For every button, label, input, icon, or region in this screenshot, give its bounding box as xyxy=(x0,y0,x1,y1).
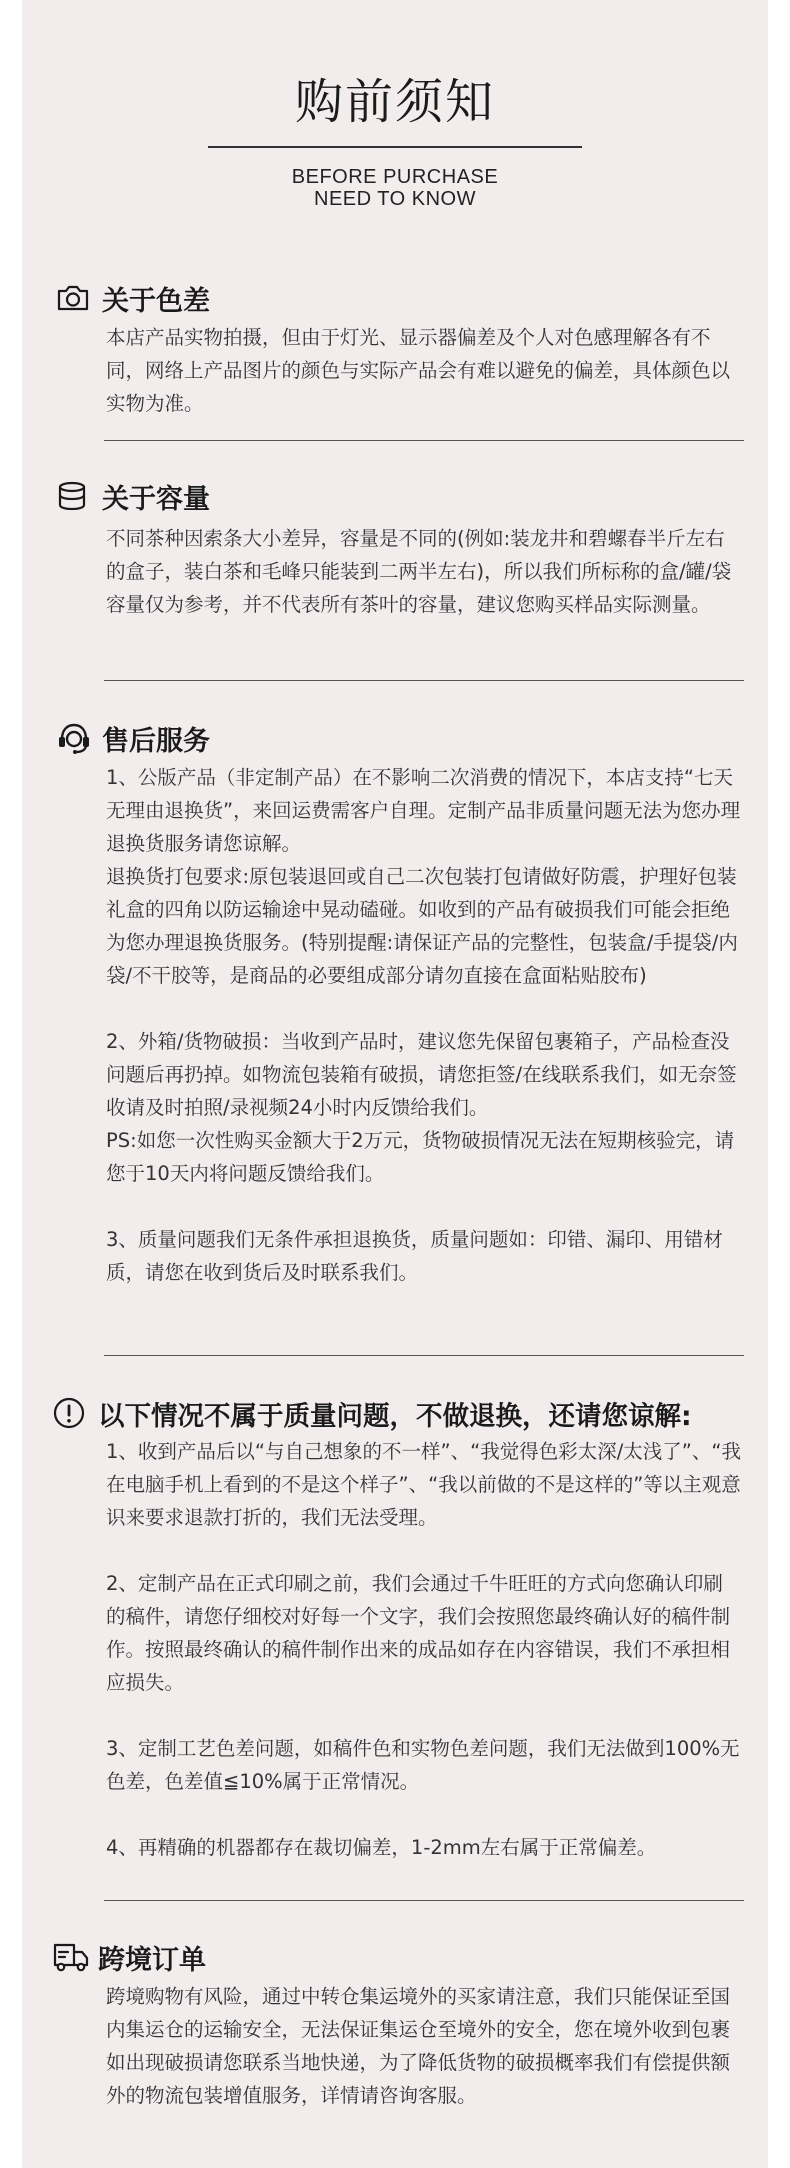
exclamation-icon xyxy=(52,1395,90,1431)
section-heading xyxy=(52,1393,692,1433)
section-body xyxy=(106,1435,742,1864)
section-title: 售后服务 xyxy=(102,725,210,757)
page-header xyxy=(22,70,768,210)
paragraph: 3、定制工艺色差问题，如稿件色和实物色差问题，我们无法做到100%无色差，色差值≦10%属于正常情况。 xyxy=(106,1737,740,1793)
section-divider xyxy=(104,1900,744,1901)
section-title: 以下情况不属于质量问题，不做退换，还请您谅解: xyxy=(98,1400,692,1432)
camera-icon xyxy=(56,280,94,316)
paragraph: 本店产品实物拍摄，但由于灯光、显示器偏差及个人对色感理解各有不同，网络上产品图片的颜色与实际产品会有难以避免的偏差，具体颜色以实物为准。 xyxy=(106,326,731,415)
section-divider xyxy=(104,440,744,441)
paragraph: 3、质量问题我们无条件承担退换货，质量问题如：印错、漏印、用错材质，请您在收到货后及时联系我们。 xyxy=(106,1228,723,1284)
section-divider xyxy=(104,1355,744,1356)
section-title: 关于色差 xyxy=(102,285,210,317)
paragraph: 退换货打包要求:原包装退回或自己二次包装打包请做好防震，护理好包装礼盒的四角以防运输途中晃动磕碰。如收到的产品有破损我们可能会拒绝为您办理退换货服务。(特别提醒:请保证产品的完整性，包装盒/手提袋/内袋/不干胶等，是商品的必要组成部分请勿直接在盒面粘贴胶布) xyxy=(106,865,738,987)
section-heading xyxy=(52,1937,206,1977)
paragraph: 2、外箱/货物破损：当收到产品时，建议您先保留包裹箱子，产品检查没问题后再扔掉。如物流包装箱有破损，请您拒签/在线联系我们，如无奈签收请及时拍照/录视频24小时内反馈给我们。 xyxy=(106,1030,737,1119)
paragraph: 1、收到产品后以“与自己想象的不一样”、“我觉得色彩太深/太浅了”、“我在电脑手机上看到的不是这个样子”、“我以前做的不是这样的”等以主观意识来要求退款打折的，我们无法受理。 xyxy=(106,1440,741,1529)
section-divider xyxy=(104,680,744,681)
section-heading xyxy=(56,476,210,516)
section-body xyxy=(106,321,742,420)
paragraph: 不同茶种因索条大小差异，容量是不同的(例如:装龙井和碧螺春半斤左右的盒子，装白茶和毛峰只能装到二两半左右)，所以我们所标称的盒/罐/袋容量仅为参考，并不代表所有茶叶的容量，建议您购买样品实际测量。 xyxy=(106,527,732,616)
section-title: 关于容量 xyxy=(102,483,210,515)
section-heading xyxy=(56,718,210,758)
notice-page xyxy=(22,0,768,2168)
paragraph: 2、定制产品在正式印刷之前，我们会通过千牛旺旺的方式向您确认印刷的稿件，请您仔细校对好每一个文字，我们会按照您最终确认好的稿件制作。按照最终确认的稿件制作出来的成品如存在内容错误，我们不承担相应损失。 xyxy=(106,1572,731,1694)
paragraph: PS:如您一次性购买金额大于2万元，货物破损情况无法在短期核验完，请您于10天内将问题反馈给我们。 xyxy=(106,1129,735,1185)
subtitle-line-2: NEED TO KNOW xyxy=(314,188,476,210)
section-body xyxy=(106,522,742,621)
subtitle-line-1: BEFORE PURCHASE xyxy=(291,166,499,188)
container-icon xyxy=(56,478,94,514)
section-heading xyxy=(56,278,210,318)
section-title: 跨境订单 xyxy=(98,1944,206,1976)
paragraph: 跨境购物有风险，通过中转仓集运境外的买家请注意，我们只能保证至国内集运仓的运输安全，无法保证集运仓至境外的安全，您在境外收到包裹如出现破损请您联系当地快递，为了降低货物的破损概率我们有偿提供额外的物流包装增值服务，详情请咨询客服。 xyxy=(106,1985,731,2107)
section-body xyxy=(106,761,742,1289)
title-underline xyxy=(208,146,582,148)
truck-icon xyxy=(52,1939,90,1975)
service-icon xyxy=(56,720,94,756)
paragraph: 4、再精确的机器都存在裁切偏差，1-2mm左右属于正常偏差。 xyxy=(106,1836,657,1859)
paragraph: 1、公版产品（非定制产品）在不影响二次消费的情况下，本店支持“七天无理由退换货”，来回运费需客户自理。定制产品非质量问题无法为您办理退换货服务请您谅解。 xyxy=(106,766,741,855)
section-body xyxy=(106,1980,742,2112)
page-title: 购前须知 xyxy=(294,74,495,130)
